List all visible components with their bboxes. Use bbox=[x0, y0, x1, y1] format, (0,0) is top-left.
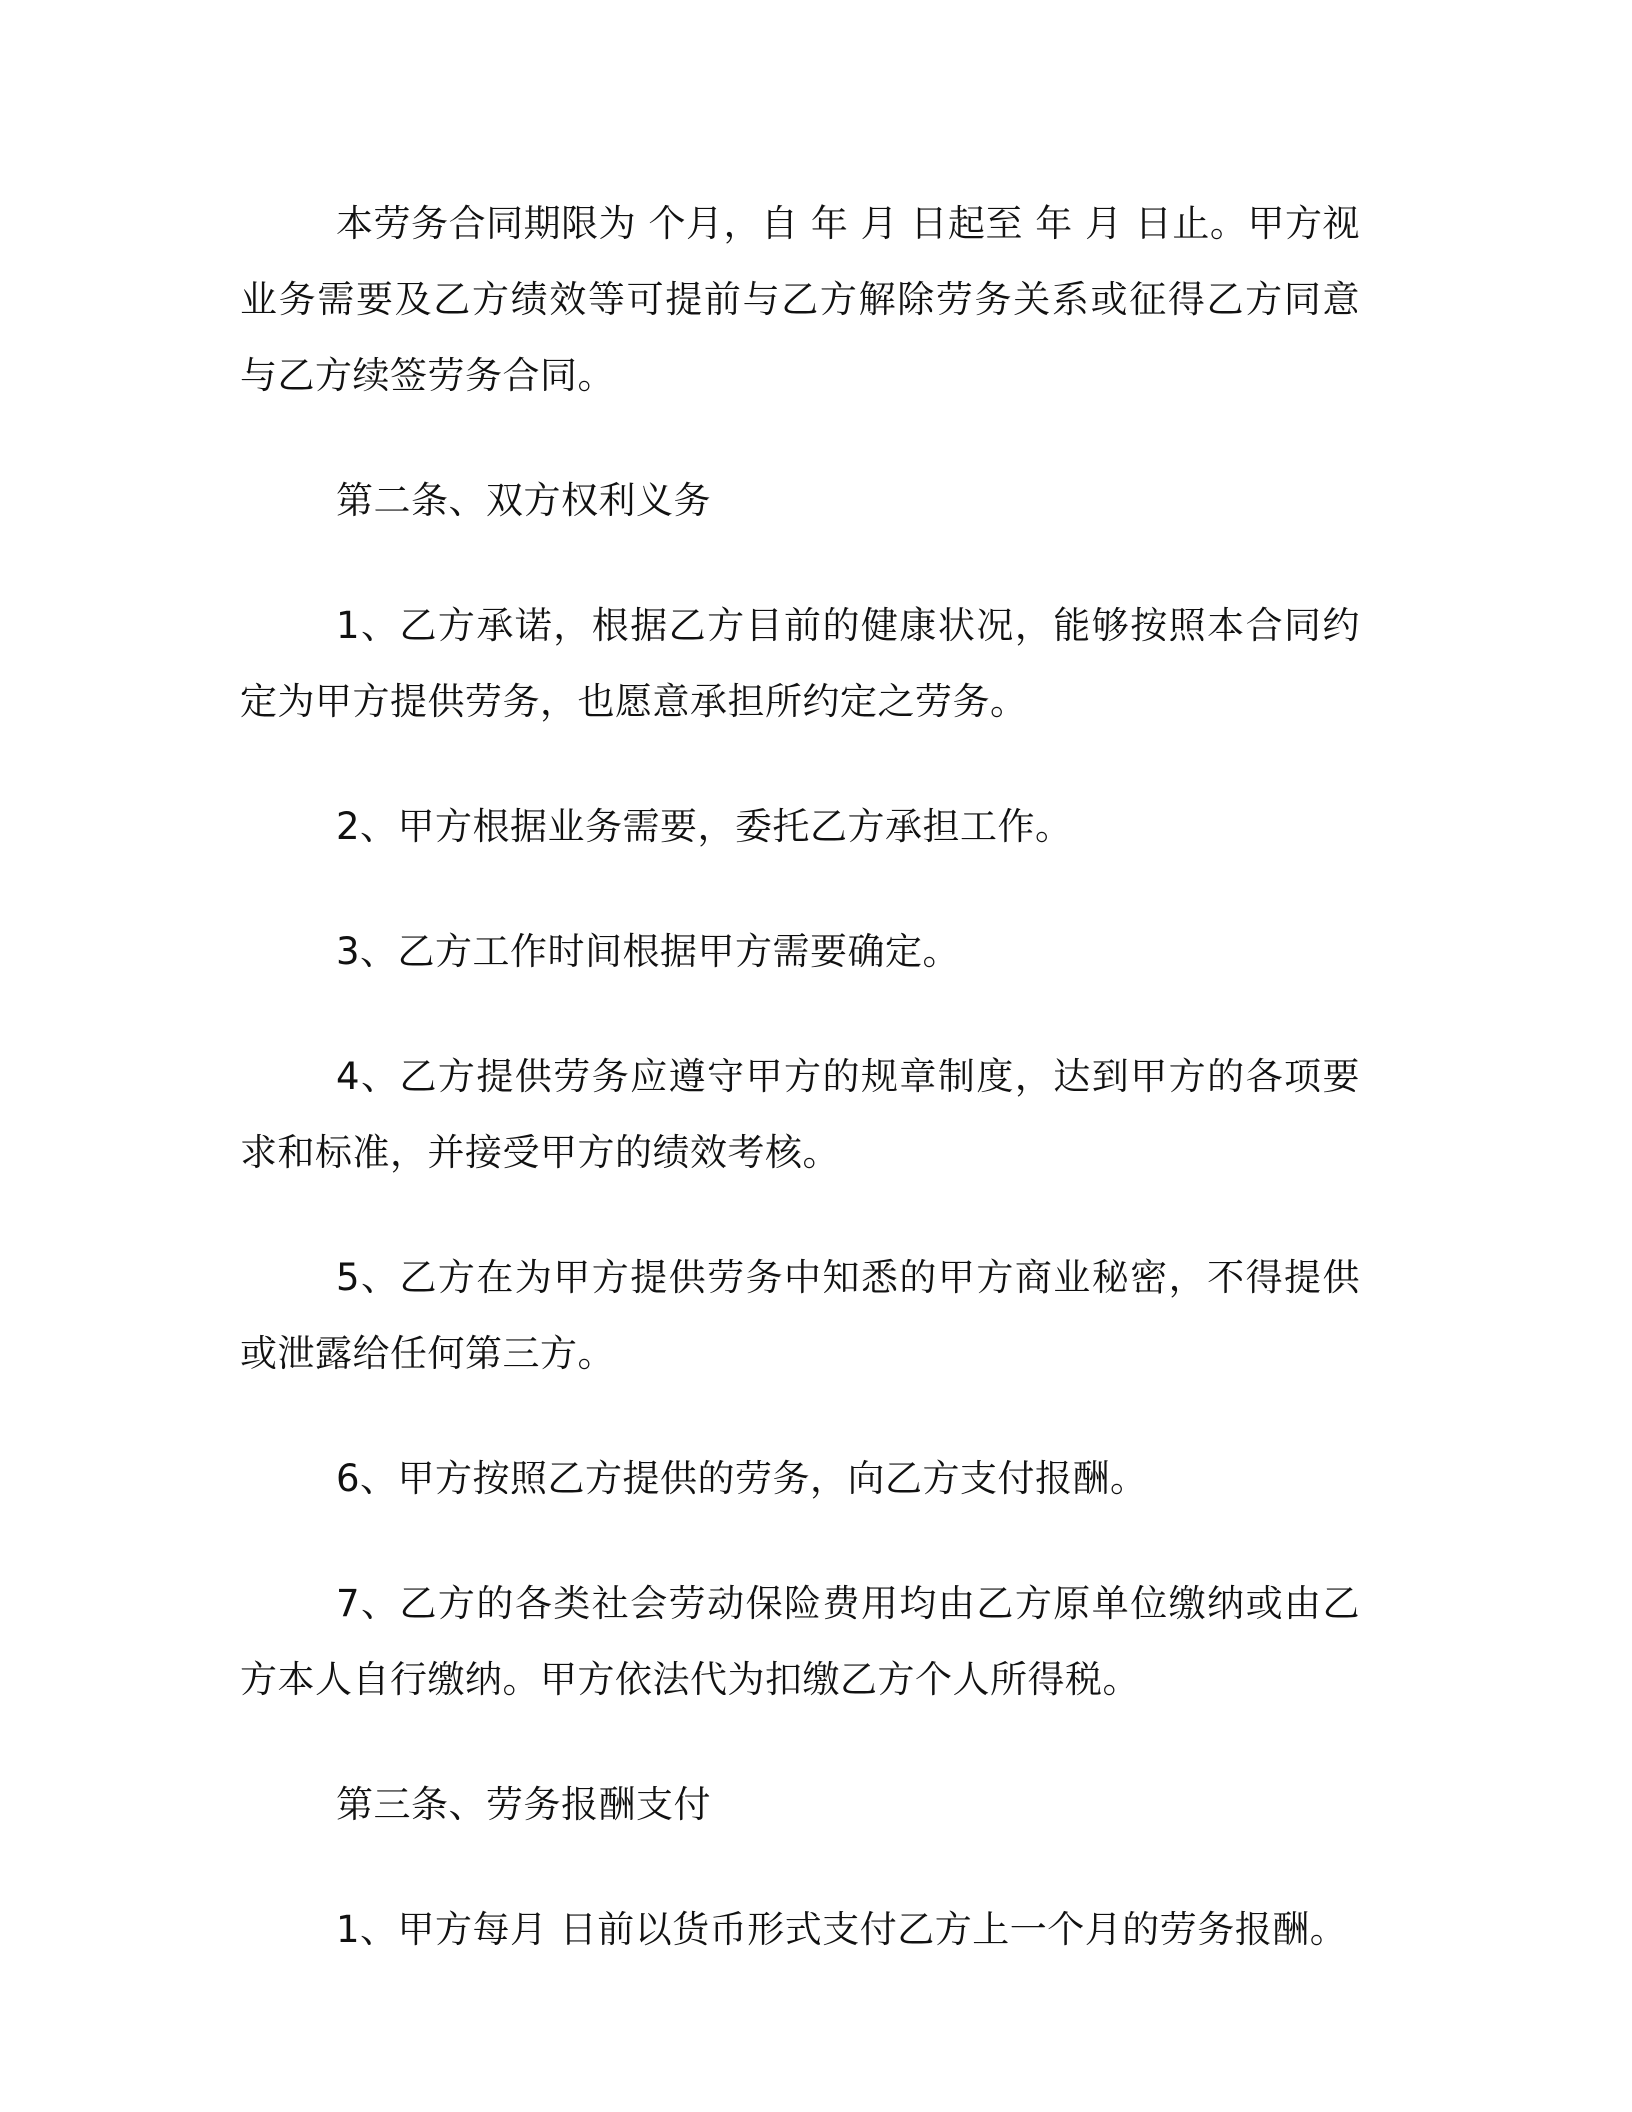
clause-item-1: 1、乙方承诺，根据乙方目前的健康状况，能够按照本合同约定为甲方提供劳务，也愿意承担所约定之劳务。 bbox=[240, 604, 1360, 723]
clause-item-4: 4、乙方提供劳务应遵守甲方的规章制度，达到甲方的各项要求和标准，并接受甲方的绩效考核。 bbox=[240, 1055, 1360, 1174]
clause-item-7: 7、乙方的各类社会劳动保险费用均由乙方原单位缴纳或由乙方本人自行缴纳。甲方依法代为扣缴乙方个人所得税。 bbox=[240, 1582, 1360, 1701]
clause-item-6: 6、甲方按照乙方提供的劳务，向乙方支付报酬。 bbox=[336, 1457, 1148, 1500]
clause-item-3: 3、乙方工作时间根据甲方需要确定。 bbox=[336, 930, 961, 973]
document-body bbox=[240, 186, 1360, 2017]
section-heading-payment: 第三条、劳务报酬支付 bbox=[336, 1783, 711, 1826]
contract-term-paragraph: 本劳务合同期限为 个月，自 年 月 日起至 年 月 日止。甲方视业务需要及乙方绩效等可提前与乙方解除劳务关系或征得乙方同意与乙方续签劳务合同。 bbox=[240, 202, 1360, 397]
clause-item-2: 2、甲方根据业务需要，委托乙方承担工作。 bbox=[336, 805, 1073, 848]
clause-item-5: 5、乙方在为甲方提供劳务中知悉的甲方商业秘密，不得提供或泄露给任何第三方。 bbox=[240, 1256, 1360, 1375]
section-heading-rights-obligations: 第二条、双方权利义务 bbox=[336, 479, 711, 522]
payment-item-1: 1、甲方每月 日前以货币形式支付乙方上一个月的劳务报酬。 bbox=[336, 1908, 1348, 1951]
